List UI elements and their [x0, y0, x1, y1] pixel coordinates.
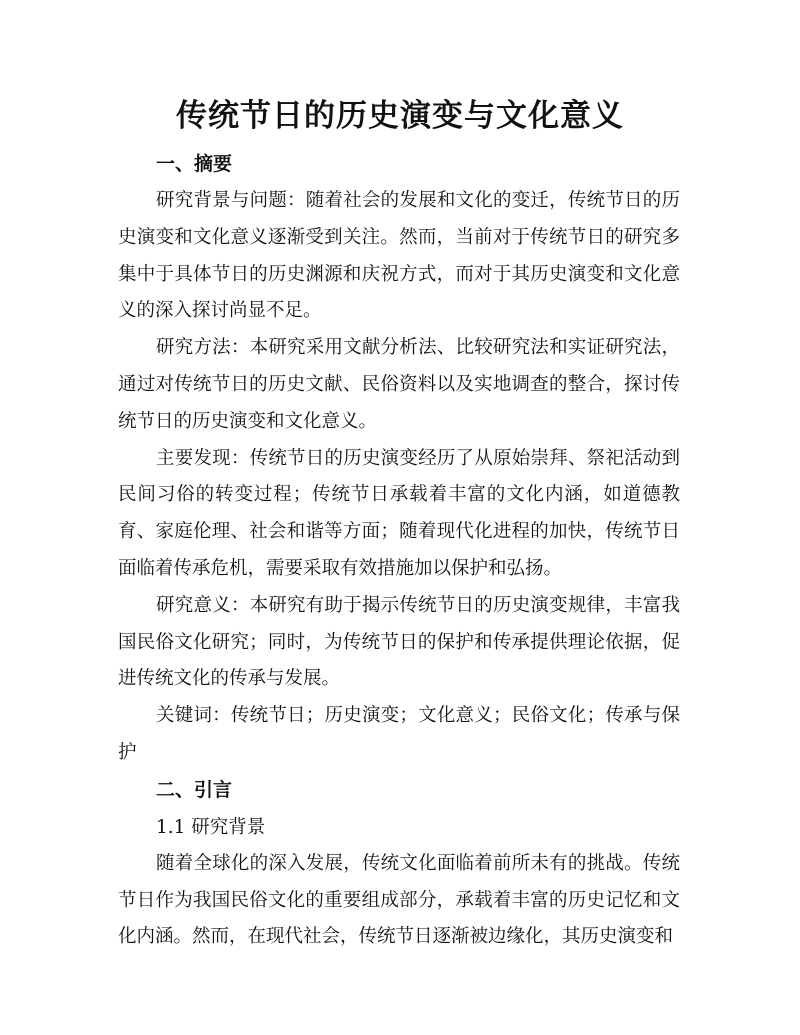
paragraph-research-method: 研究方法：本研究采用文献分析法、比较研究法和实证研究法，通过对传统节日的历史文献、民俗资料以及实地调查的整合，探讨传统节日的历史演变和文化意义。 [118, 337, 680, 432]
paragraph-research-background: 研究背景与问题：随着社会的发展和文化的变迁，传统节日的历史演变和文化意义逐渐受到关注。然而，当前对于传统节日的研究多集中于具体节日的历史渊源和庆祝方式，而对于其历史演变和文化意义的深入探讨尚显不足。 [118, 190, 680, 322]
paragraph-research-significance: 研究意义：本研究有助于揭示传统节日的历史演变规律，丰富我国民俗文化研究；同时，为传统节日的保护和传承提供理论依据，促进传统文化的传承与发展。 [118, 594, 680, 690]
section-heading-introduction: 二、引言 [156, 778, 233, 801]
paragraph-introduction: 随着全球化的深入发展，传统文化面临着前所未有的挑战。传统节日作为我国民俗文化的重要组成部分，承载着丰富的历史记忆和文化内涵。然而，在现代社会，传统节日逐渐被边缘化，其历史演变和 [118, 852, 680, 948]
section-heading-abstract: 一、摘要 [156, 153, 233, 175]
document-title: 传统节日的历史演变与文化意义 [176, 98, 624, 134]
paragraph-keywords: 关键词：传统节日；历史演变；文化意义；民俗文化；传承与保护 [118, 705, 680, 763]
paragraph-main-findings: 主要发现：传统节日的历史演变经历了从原始崇拜、祭祀活动到民间习俗的转变过程；传统节日承载着丰富的文化内涵，如道德教育、家庭伦理、社会和谐等方面；随着现代化进程的加快，传统节日面临着传承危机，需要采取有效措施加以保护和弘扬。 [118, 447, 680, 579]
subsection-heading-background: 1.1 研究背景 [156, 816, 266, 838]
document-body [118, 146, 680, 956]
